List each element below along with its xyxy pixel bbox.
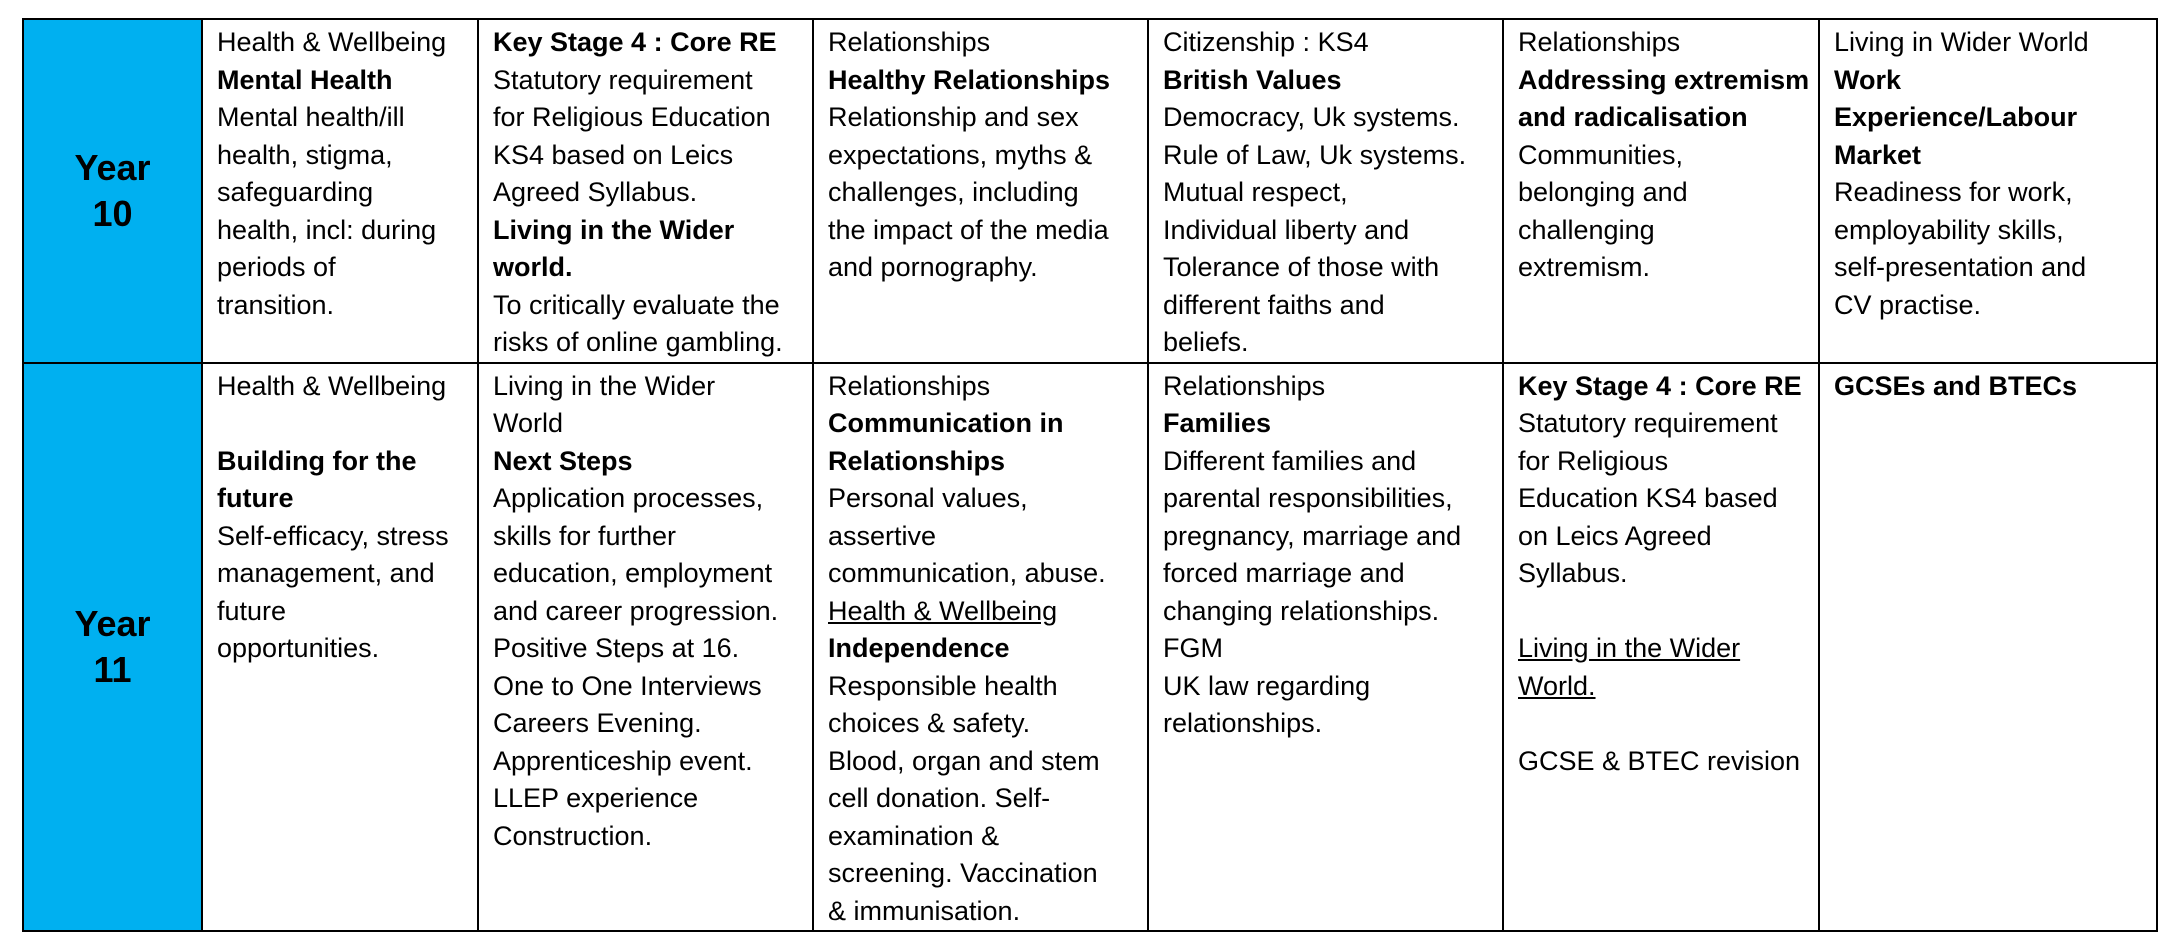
cell-topic: Key Stage 4 : Core RE: [1518, 370, 1802, 401]
cell-topic: Families: [1163, 408, 1272, 438]
cell-topic: Communication in: [828, 408, 1064, 438]
cell-line: health, stigma,: [217, 139, 393, 170]
cell-line: Self-efficacy, stress: [217, 520, 449, 551]
cell-line: and career progression.: [493, 595, 779, 626]
y10-relationships-cell: [813, 19, 1148, 363]
cell-line: Blood, organ and stem: [828, 745, 1100, 776]
cell-line: education, employment: [493, 558, 773, 588]
year-11-row: [23, 363, 2157, 932]
cell-topic: Experience/Labour: [1834, 102, 2078, 132]
cell-subheading: World.: [1518, 670, 1596, 701]
cell-topic: future: [217, 483, 294, 513]
cell-heading: Relationships: [828, 27, 991, 57]
cell-line: challenging: [1518, 214, 1655, 245]
cell-line: To critically evaluate the: [493, 289, 780, 320]
year-10-row: [23, 19, 2157, 363]
cell-line: Agreed Syllabus.: [493, 177, 698, 207]
y11-core-re-cell: [1503, 363, 1819, 932]
year-label-word: Year: [74, 146, 151, 188]
cell-line: GCSE & BTEC revision: [1518, 745, 1801, 776]
cell-topic: Building for the: [217, 445, 417, 476]
cell-heading: Health & Wellbeing: [217, 370, 447, 401]
cell-line: challenges, including: [828, 177, 1079, 207]
cell-line: the impact of the media: [828, 214, 1109, 245]
cell-line: future: [217, 595, 287, 626]
cell-topic: GCSEs and BTECs: [1834, 370, 2078, 401]
cell-line: for Religious: [1518, 445, 1669, 476]
y11-families-cell: [1148, 363, 1503, 932]
cell-heading: Health & Wellbeing: [217, 27, 447, 57]
cell-topic: Healthy Relationships: [828, 64, 1111, 95]
y11-communication-cell: [813, 363, 1148, 932]
cell-line: health, incl: during: [217, 214, 437, 245]
cell-line: Careers Evening.: [493, 708, 702, 738]
y10-core-re-cell: [478, 19, 813, 363]
cell-line: different faiths and: [1163, 289, 1385, 320]
cell-subheading: Health & Wellbeing: [828, 595, 1058, 626]
y11-health-wellbeing-cell: [202, 363, 478, 932]
blank-line: [1518, 593, 1804, 631]
cell-line: Construction.: [493, 820, 653, 851]
cell-line: extremism.: [1518, 252, 1651, 282]
cell-line: CV practise.: [1834, 289, 1982, 320]
cell-line: employability skills,: [1834, 214, 2064, 245]
cell-topic: Key Stage 4 : Core RE: [493, 27, 777, 57]
cell-topic: Work: [1834, 64, 1902, 95]
cell-line: Syllabus.: [1518, 558, 1628, 588]
cell-line: Tolerance of those with: [1163, 252, 1440, 282]
y10-wider-world-cell: [1819, 19, 2157, 363]
cell-heading: Living in Wider World: [1834, 27, 2089, 57]
cell-line: skills for further: [493, 520, 677, 551]
blank-line: [217, 405, 463, 443]
cell-line: on Leics Agreed: [1518, 520, 1712, 551]
cell-line: Statutory requirement: [493, 64, 753, 95]
year-label-word: Year: [74, 602, 151, 644]
cell-line: transition.: [217, 289, 335, 320]
cell-line: Communities,: [1518, 139, 1684, 170]
cell-topic: Relationships: [828, 445, 1006, 476]
cell-line: safeguarding: [217, 177, 374, 207]
cell-line: LLEP experience: [493, 783, 699, 813]
cell-topic: Market: [1834, 139, 1922, 170]
y10-citizenship-cell: [1148, 19, 1503, 363]
cell-line: One to One Interviews: [493, 670, 762, 701]
blank-line: [1518, 705, 1804, 743]
cell-line: Readiness for work,: [1834, 177, 2073, 207]
y10-extremism-cell: [1503, 19, 1819, 363]
year-11-label: [23, 363, 202, 932]
cell-topic: Next Steps: [493, 445, 633, 476]
y11-gcse-btec-cell: [1819, 363, 2157, 932]
cell-line: communication, abuse.: [828, 558, 1106, 588]
cell-line: belonging and: [1518, 177, 1688, 207]
cell-line: Statutory requirement: [1518, 408, 1778, 438]
year-label-number: 11: [93, 648, 132, 690]
cell-line: risks of online gambling.: [493, 327, 783, 357]
y11-next-steps-cell: [478, 363, 813, 932]
cell-line: periods of: [217, 252, 336, 282]
cell-line: Education KS4 based: [1518, 483, 1778, 513]
cell-topic: Living in the Wider: [493, 214, 735, 245]
cell-line: parental responsibilities,: [1163, 483, 1453, 513]
cell-line: self-presentation and: [1834, 252, 2087, 282]
cell-line: screening. Vaccination: [828, 858, 1098, 888]
cell-topic: Mental Health: [217, 64, 393, 95]
cell-topic: and radicalisation: [1518, 102, 1748, 132]
cell-line: Rule of Law, Uk systems.: [1163, 139, 1467, 170]
cell-line: Mental health/ill: [217, 102, 405, 132]
cell-heading: Relationships: [1163, 370, 1326, 401]
cell-line: Democracy, Uk systems.: [1163, 102, 1460, 132]
cell-line: management, and: [217, 558, 435, 588]
y10-health-wellbeing-cell: [202, 19, 478, 363]
cell-topic: British Values: [1163, 64, 1342, 95]
cell-line: UK law regarding: [1163, 670, 1371, 701]
cell-line: Mutual respect,: [1163, 177, 1348, 207]
cell-line: & immunisation.: [828, 895, 1021, 926]
cell-line: opportunities.: [217, 633, 380, 663]
cell-line: assertive: [828, 520, 937, 551]
curriculum-table: [22, 18, 2158, 932]
cell-topic: Addressing extremism: [1518, 64, 1810, 95]
cell-heading: Citizenship : KS4: [1163, 27, 1369, 57]
cell-line: changing relationships.: [1163, 595, 1440, 626]
cell-line: Relationship and sex: [828, 102, 1079, 132]
cell-line: for Religious Education: [493, 102, 771, 132]
cell-line: Individual liberty and: [1163, 214, 1410, 245]
cell-line: expectations, myths &: [828, 139, 1093, 170]
cell-line: FGM: [1163, 633, 1223, 663]
cell-line: Personal values,: [828, 483, 1028, 513]
cell-line: relationships.: [1163, 708, 1323, 738]
cell-topic: Independence: [828, 633, 1010, 663]
cell-line: Different families and: [1163, 445, 1417, 476]
year-label-number: 10: [92, 192, 133, 234]
cell-heading: Relationships: [1518, 27, 1681, 57]
cell-subheading: Living in the Wider: [1518, 633, 1741, 663]
cell-line: Responsible health: [828, 670, 1058, 701]
cell-line: Application processes,: [493, 483, 764, 513]
cell-heading: World: [493, 408, 564, 438]
year-10-label: [23, 19, 202, 363]
cell-heading: Living in the Wider: [493, 370, 716, 401]
cell-line: pregnancy, marriage and: [1163, 520, 1462, 551]
cell-line: KS4 based on Leics: [493, 139, 734, 170]
cell-topic: world.: [493, 252, 573, 282]
cell-line: Apprenticeship event.: [493, 745, 753, 776]
cell-line: cell donation. Self-: [828, 783, 1051, 813]
cell-line: beliefs.: [1163, 327, 1249, 357]
cell-line: forced marriage and: [1163, 558, 1405, 588]
cell-line: and pornography.: [828, 252, 1038, 282]
cell-line: examination &: [828, 820, 1000, 851]
cell-heading: Relationships: [828, 370, 991, 401]
cell-line: Positive Steps at 16.: [493, 633, 740, 663]
cell-line: choices & safety.: [828, 708, 1031, 738]
